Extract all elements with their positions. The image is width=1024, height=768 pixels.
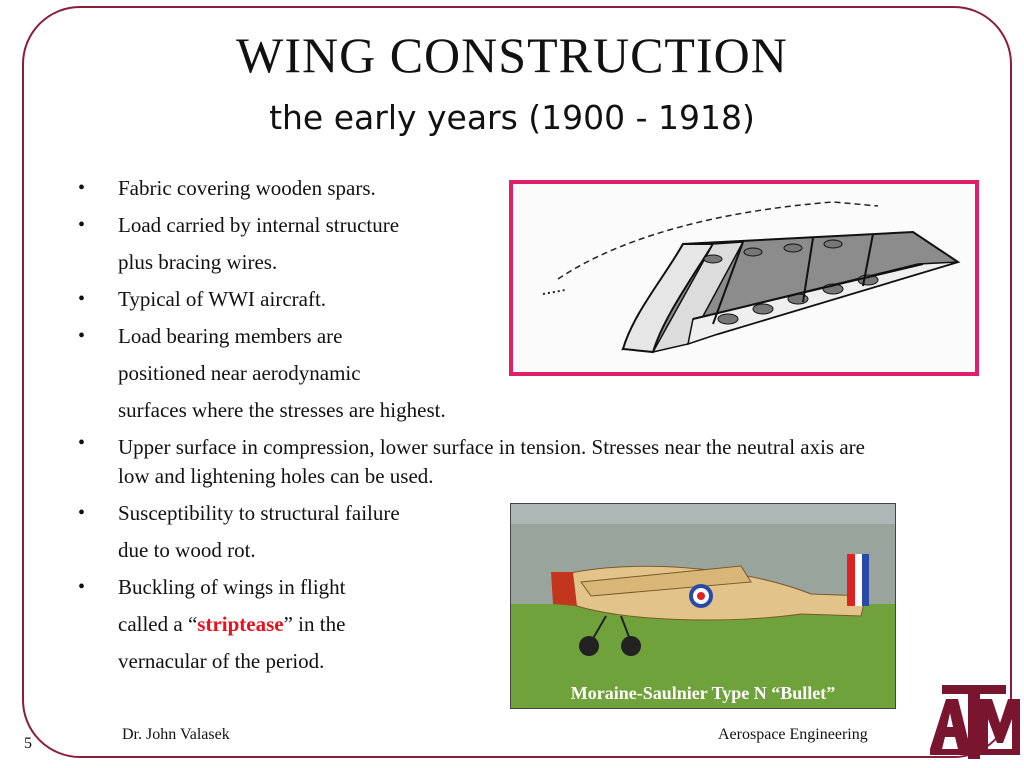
bullet-continuation: plus bracing wires. <box>118 250 278 274</box>
wheel <box>579 636 599 656</box>
aircraft-nose <box>551 572 577 606</box>
striptease-after: ” in the <box>283 612 346 636</box>
bullet-item: • Buckling of wings in flight <box>78 569 898 606</box>
lightening-hole <box>718 314 738 324</box>
aircraft-photo-image <box>511 504 895 708</box>
bullet-continuation: positioned near aerodynamic <box>118 361 361 385</box>
lightening-hole <box>744 248 762 256</box>
slide-subtitle: the early years (1900 - 1918) <box>269 98 755 137</box>
footer-department: Aerospace Engineering <box>718 726 868 743</box>
wing-structure-illustration <box>509 180 979 376</box>
wheel <box>621 636 641 656</box>
lightening-hole <box>753 304 773 314</box>
lightening-hole <box>784 244 802 252</box>
striptease-highlight: striptease <box>197 612 284 636</box>
photo-caption: Moraine-Saulnier Type N “Bullet” <box>570 683 836 703</box>
lightening-hole <box>704 255 722 263</box>
striptease-before: called a “ <box>118 612 198 636</box>
tail-stripe-blue <box>862 554 869 606</box>
bullet-continuation: surfaces where the stresses are highest. <box>118 398 446 422</box>
wing-hatch-mark <box>543 290 565 294</box>
aircraft-photo <box>510 503 896 709</box>
bullet-item: • Typical of WWI aircraft. <box>78 281 898 318</box>
bullet-item: • Fabric covering wooden spars. <box>78 170 898 207</box>
bullet-item: • Upper surface in compression, lower surface in tension. Stresses near the neutral axis are low and lightening holes can be used. <box>78 429 898 495</box>
bullet-continuation: due to wood rot. <box>118 538 256 562</box>
bullet-item: • Load bearing members are <box>78 318 898 355</box>
wing-drawing <box>513 184 975 372</box>
atm-logo-icon <box>928 683 1020 763</box>
university-logo <box>928 683 1020 763</box>
lightening-hole <box>824 240 842 248</box>
bullet-continuation: vernacular of the period. <box>118 649 325 673</box>
page-number: 5 <box>24 735 32 752</box>
footer-author: Dr. John Valasek <box>122 726 230 743</box>
bullet-item: • Load carried by internal structure <box>78 207 898 244</box>
bullet-item: • Susceptibility to structural failure <box>78 495 898 532</box>
tail-stripe-red <box>847 554 855 606</box>
slide-title: WING CONSTRUCTION <box>236 27 788 83</box>
tail-stripe-white <box>855 554 862 606</box>
